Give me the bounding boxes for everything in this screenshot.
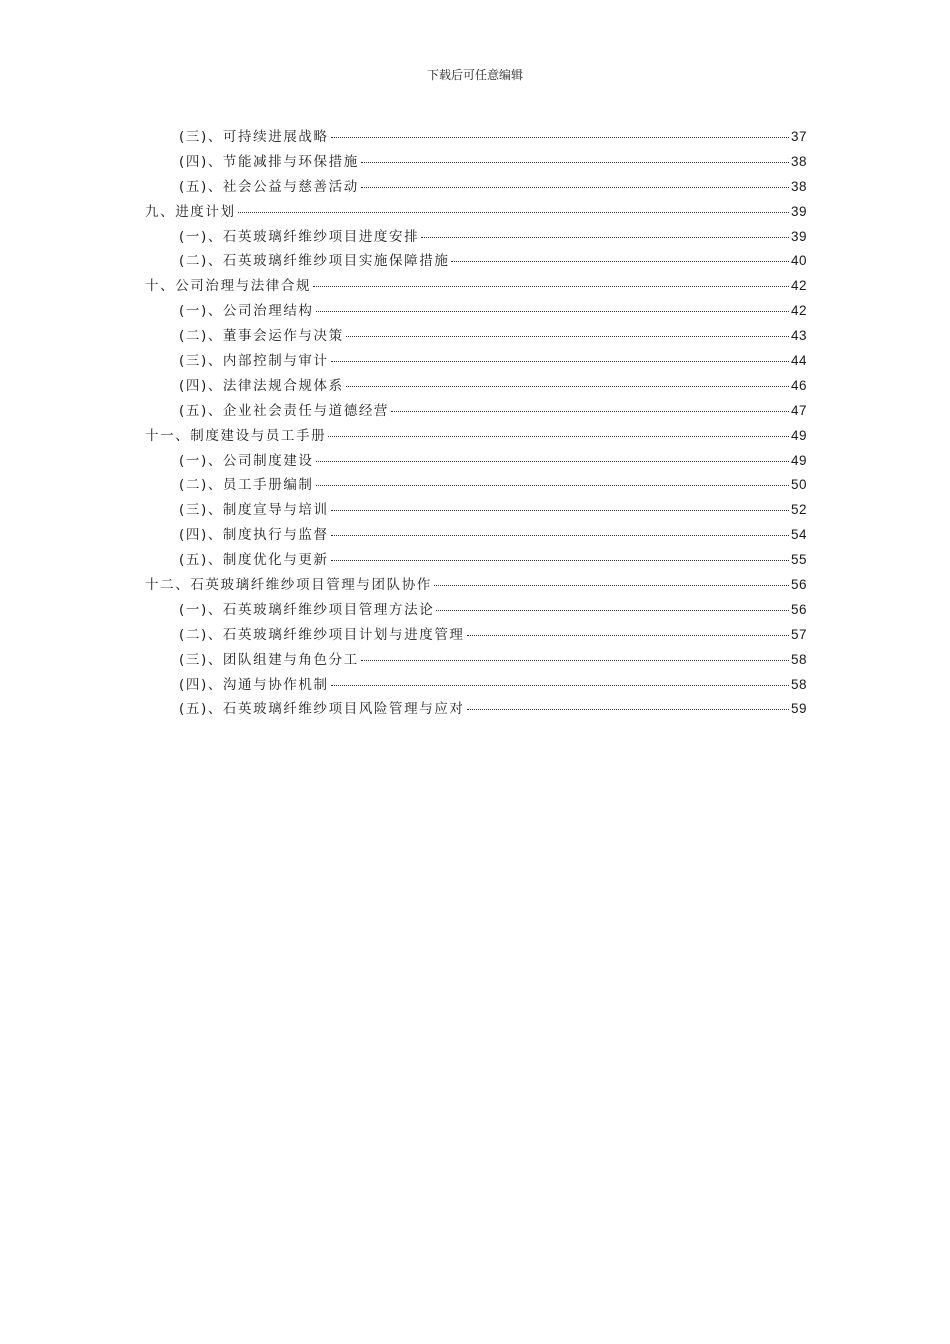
toc-entry-title: (三)、可持续进展战略: [179, 129, 329, 145]
toc-dot-leader: [316, 461, 789, 462]
toc-entry[interactable]: [145, 374, 807, 399]
toc-page-number: 58: [790, 651, 807, 667]
toc-entry[interactable]: [145, 648, 807, 673]
toc-entry-title: 九、进度计划: [145, 203, 236, 220]
toc-dot-leader: [331, 535, 789, 536]
toc-entry-title: (一)、石英玻璃纤维纱项目进度安排: [179, 228, 420, 245]
toc-dot-leader: [434, 585, 789, 586]
toc-entry-title: (五)、社会公益与慈善活动: [179, 178, 359, 195]
toc-dot-leader: [451, 261, 789, 262]
toc-entry[interactable]: [145, 449, 807, 474]
toc-entry[interactable]: [145, 498, 807, 523]
toc-entry[interactable]: [145, 548, 807, 573]
toc-entry-title: (二)、石英玻璃纤维纱项目实施保障措施: [179, 253, 450, 270]
toc-dot-leader: [361, 187, 789, 188]
toc-page-number: 59: [790, 701, 807, 717]
toc-entry-title: (一)、石英玻璃纤维纱项目管理方法论: [179, 601, 435, 618]
toc-entry-title: (四)、沟通与协作机制: [179, 676, 329, 693]
toc-page-number: 52: [790, 502, 807, 518]
toc-page-number: 49: [790, 452, 807, 468]
toc-entry-title: (三)、团队组建与角色分工: [179, 651, 359, 668]
toc-entry-title: (三)、内部控制与审计: [179, 353, 329, 370]
toc-page-number: 49: [790, 427, 807, 443]
toc-page-number: 42: [790, 278, 807, 294]
toc-entry[interactable]: [145, 399, 807, 424]
toc-page-number: 46: [790, 377, 807, 393]
toc-dot-leader: [331, 560, 789, 561]
toc-page-number: 56: [790, 601, 807, 617]
toc-dot-leader: [467, 709, 789, 710]
toc-entry-title: (三)、制度宣导与培训: [179, 502, 329, 519]
toc-entry-title: (一)、公司治理结构: [179, 303, 314, 320]
toc-entry-title: 十二、石英玻璃纤维纱项目管理与团队协作: [145, 577, 432, 594]
toc-page-number: 42: [790, 303, 807, 319]
toc-entry[interactable]: [145, 249, 807, 274]
toc-page-number: 50: [790, 477, 807, 493]
toc-page-number: 38: [790, 153, 807, 169]
toc-dot-leader: [238, 212, 789, 213]
toc-dot-leader: [331, 685, 789, 686]
toc-page-number: 56: [790, 577, 807, 593]
toc-dot-leader: [313, 286, 789, 287]
toc-page-number: 54: [790, 527, 807, 543]
toc-dot-leader: [361, 162, 789, 163]
toc-entry[interactable]: [145, 523, 807, 548]
toc-entry-title: (五)、企业社会责任与道德经营: [179, 402, 390, 419]
toc-dot-leader: [316, 311, 789, 312]
toc-entry[interactable]: [145, 200, 807, 225]
toc-dot-leader: [346, 336, 789, 337]
toc-entry[interactable]: [145, 697, 807, 722]
toc-entry[interactable]: [145, 225, 807, 250]
toc-page-number: 43: [790, 328, 807, 344]
toc-page-number: 39: [790, 203, 807, 219]
toc-dot-leader: [331, 510, 789, 511]
toc-page-number: 44: [790, 353, 807, 369]
toc-entry[interactable]: [145, 125, 807, 150]
toc-page-number: 55: [790, 552, 807, 568]
toc-entry[interactable]: [145, 598, 807, 623]
toc-page-number: 58: [790, 676, 807, 692]
toc-entry[interactable]: [145, 274, 807, 299]
toc-dot-leader: [421, 237, 789, 238]
toc-entry-title: (五)、制度优化与更新: [179, 552, 329, 569]
toc-entry-title: (二)、员工手册编制: [179, 477, 314, 494]
toc-page-number: 40: [790, 253, 807, 269]
toc-entry[interactable]: [145, 349, 807, 374]
toc-entry-title: (二)、石英玻璃纤维纱项目计划与进度管理: [179, 626, 465, 643]
toc-entry-title: 十、公司治理与法律合规: [145, 278, 312, 295]
toc-dot-leader: [331, 137, 789, 138]
toc-dot-leader: [316, 485, 789, 486]
toc-page-number: 38: [790, 178, 807, 194]
toc-entry[interactable]: [145, 623, 807, 648]
toc-dot-leader: [361, 660, 789, 661]
toc-page-number: 39: [790, 228, 807, 244]
toc-entry-title: (四)、节能减排与环保措施: [179, 153, 359, 170]
toc-entry-title: (二)、董事会运作与决策: [179, 328, 344, 345]
toc-entry[interactable]: [145, 175, 807, 200]
toc-page-number: 47: [790, 402, 807, 418]
toc-dot-leader: [331, 361, 789, 362]
toc-entry-title: 十一、制度建设与员工手册: [145, 427, 327, 444]
toc-dot-leader: [328, 436, 789, 437]
page-header: 下载后可任意编辑: [426, 68, 523, 82]
table-of-contents: [145, 125, 807, 722]
toc-entry[interactable]: [145, 673, 807, 698]
toc-entry-title: (一)、公司制度建设: [179, 452, 314, 469]
toc-entry[interactable]: [145, 473, 807, 498]
toc-entry[interactable]: [145, 573, 807, 598]
toc-entry[interactable]: [145, 324, 807, 349]
toc-dot-leader: [391, 411, 789, 412]
toc-dot-leader: [436, 610, 789, 611]
toc-entry-title: (四)、制度执行与监督: [179, 527, 329, 544]
toc-entry-title: (四)、法律法规合规体系: [179, 377, 344, 394]
toc-entry-title: (五)、石英玻璃纤维纱项目风险管理与应对: [179, 701, 465, 718]
toc-entry[interactable]: [145, 424, 807, 449]
toc-dot-leader: [346, 386, 789, 387]
toc-page-number: 37: [790, 129, 807, 144]
toc-entry[interactable]: [145, 150, 807, 175]
toc-entry[interactable]: [145, 299, 807, 324]
toc-dot-leader: [467, 635, 789, 636]
toc-page-number: 57: [790, 626, 807, 642]
